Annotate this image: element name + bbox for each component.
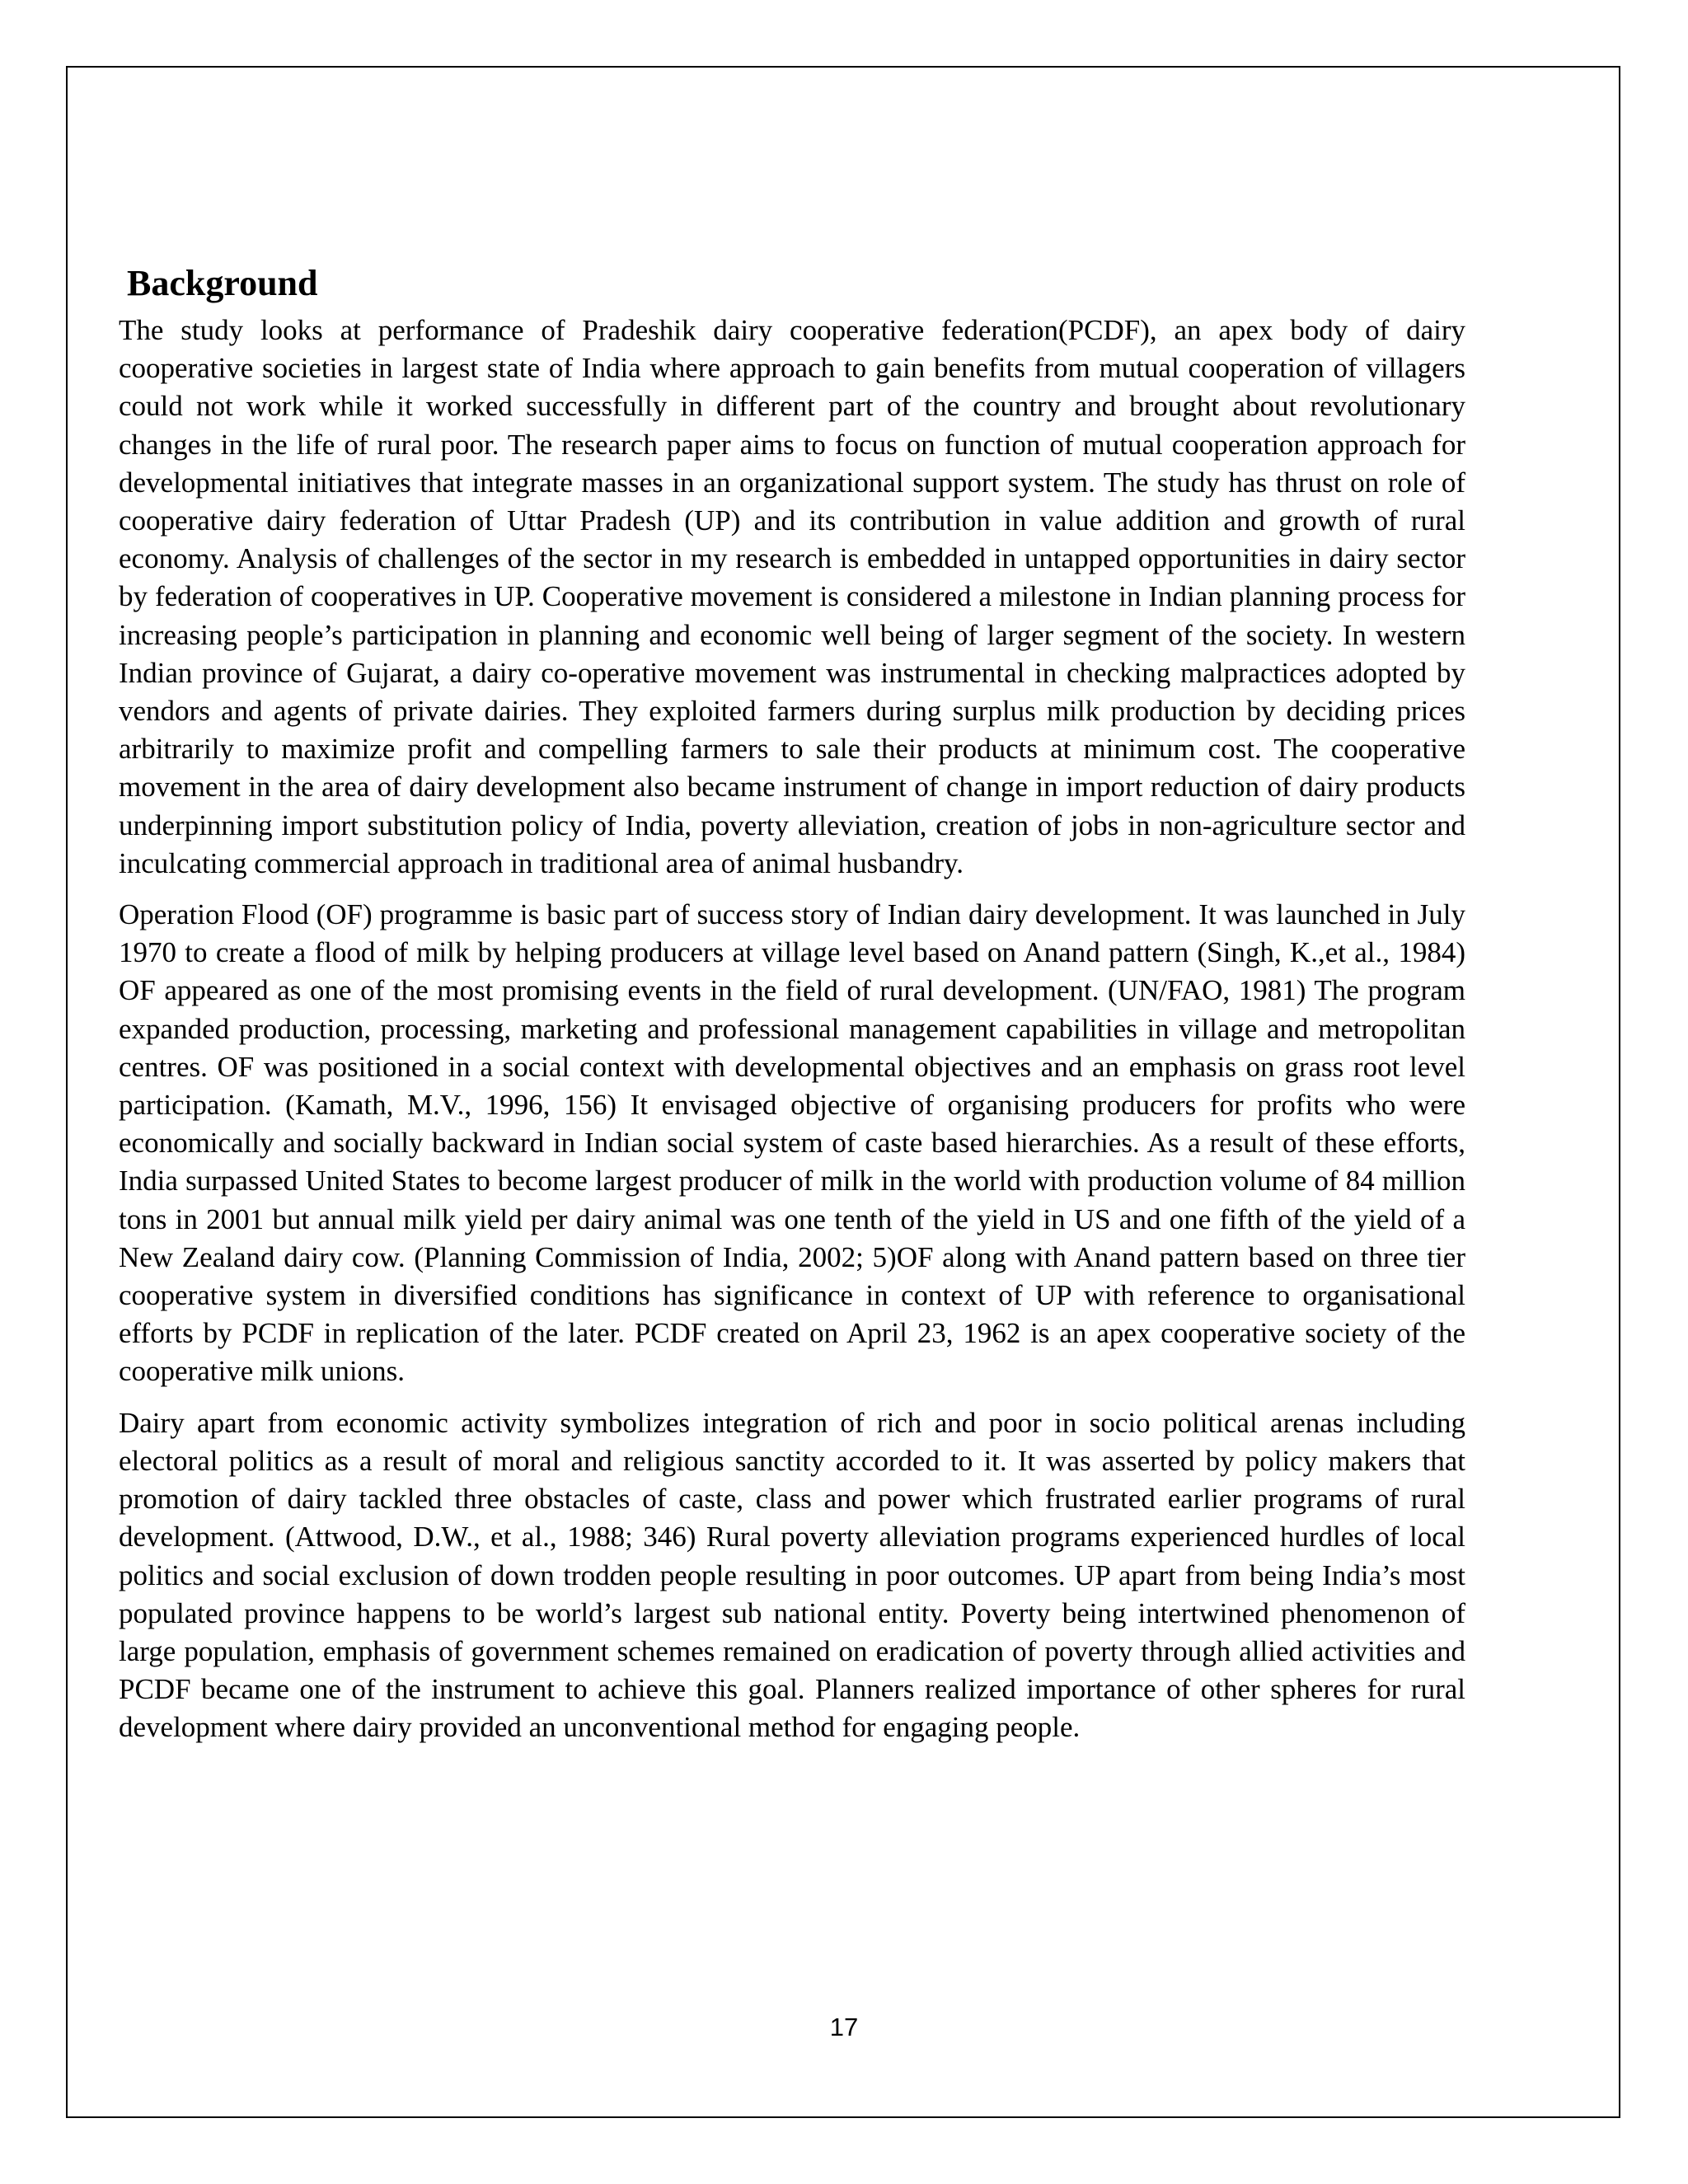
paragraph-1: The study looks at performance of Pradeshik dairy cooperative federation(PCDF), an apex body of dairy cooperative societies in largest state of India where approach to gain benefits from mutual cooperation of villagers could not work while it worked successfully in different part of the country and brought about revolutionary changes in the life of rural poor. The research paper aims to focus on function of mutual cooperation approach for developmental initiatives that integrate masses in an organizational support system. The study has thrust on role of cooperative dairy federation of Uttar Pradesh (UP) and its contribution in value addition and growth of rural economy. Analysis of challenges of the sector in my research is embedded in untapped opportunities in dairy sector by federation of cooperatives in UP. Cooperative movement is considered a milestone in Indian planning process for increasing people’s participation in planning and economic well being of larger segment of the society. In western Indian province of Gujarat, a dairy co-operative movement was instrumental in checking malpractices adopted by vendors and agents of private dairies. They exploited farmers during surplus milk production by deciding prices arbitrarily to maximize profit and compelling farmers to sale their products at minimum cost. The cooperative movement in the area of dairy development also became instrument of change in import reduction of dairy products underpinning import substitution policy of India, poverty alleviation, creation of jobs in non-agriculture sector and inculcating commercial approach in traditional area of animal husbandry.: [119, 314, 1465, 879]
paragraph-2: Operation Flood (OF) programme is basic part of success story of Indian dairy development. It was launched in July 1970 to create a flood of milk by helping producers at village level based on Anand pattern (Singh, K.,et al., 1984) OF appeared as one of the most promising events in the field of rural development. (UN/FAO, 1981) The program expanded production, processing, marketing and professional management capabilities in village and metropolitan centres. OF was positioned in a social context with developmental objectives and an emphasis on grass root level participation. (Kamath, M.V., 1996, 156) It envisaged objective of organising producers for profits who were economically and socially backward in Indian social system of caste based hierarchies. As a result of these efforts, India surpassed United States to become largest producer of milk in the world with production volume of 84 million tons in 2001 but annual milk yield per dairy animal was one tenth of the yield in US and one fifth of the yield of a New Zealand dairy cow. (Planning Commission of India, 2002; 5)OF along with Anand pattern based on three tier cooperative system in diversified conditions has significance in context of UP with reference to organisational efforts by PCDF in replication of the later. PCDF created on April 23, 1962 is an apex cooperative society of the cooperative milk unions.: [119, 898, 1465, 1388]
paragraph-3: Dairy apart from economic activity symbolizes integration of rich and poor in socio political arenas including electoral politics as a result of moral and religious sanctity accorded to it. It was asserted by policy makers that promotion of dairy tackled three obstacles of caste, class and power which frustrated earlier programs of rural development. (Attwood, D.W., et al., 1988; 346) Rural poverty alleviation programs experienced hurdles of local politics and social exclusion of down trodden people resulting in poor outcomes. UP apart from being India’s most populated province happens to be world’s largest sub national entity. Poverty being intertwined phenomenon of large population, emphasis of government schemes remained on eradication of poverty through allied activities and PCDF became one of the instrument to achieve this goal. Planners realized importance of other spheres for rural development where dairy provided an unconventional method for engaging people.: [119, 1406, 1465, 1744]
document-body: [119, 260, 1465, 1760]
section-heading: Background: [127, 263, 318, 303]
page-number: 17: [829, 2013, 859, 2041]
